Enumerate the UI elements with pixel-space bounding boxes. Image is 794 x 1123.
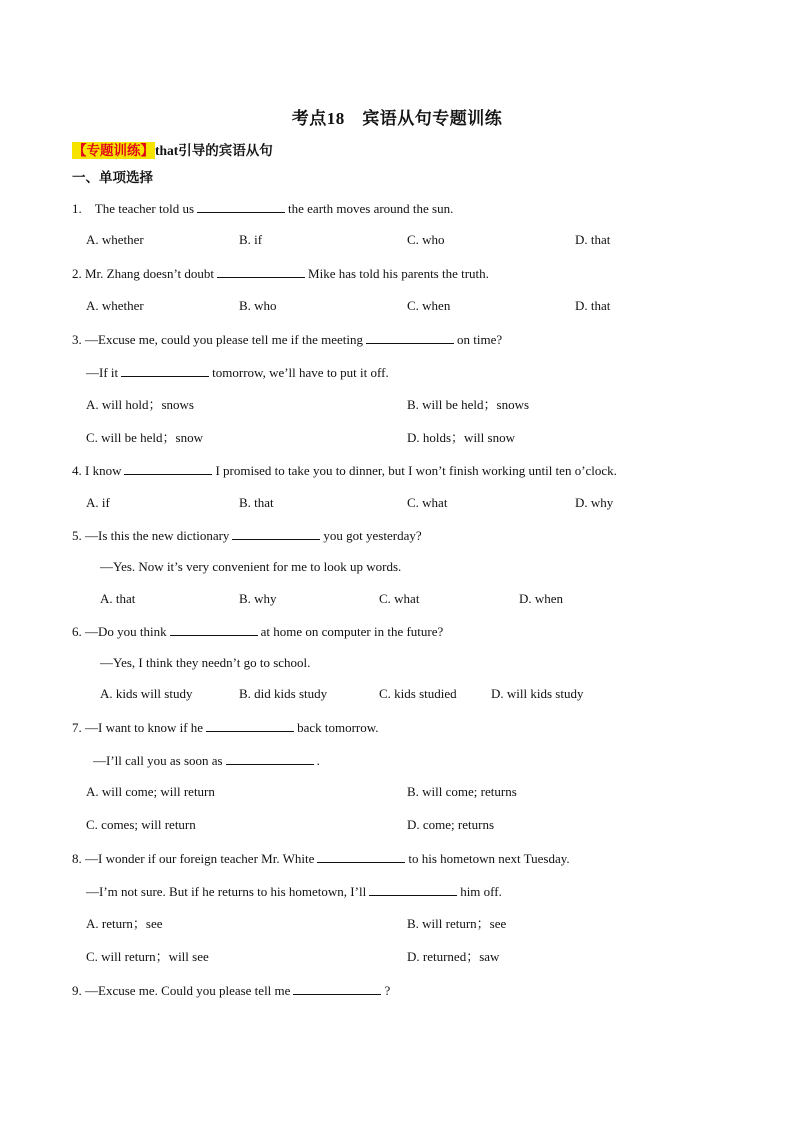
option-c: C. kids studied [379,686,457,701]
answer-blank [206,719,294,732]
answer-blank [317,850,405,863]
question-6-stem [72,623,443,640]
question-5-line2: —Yes. Now it’s very convenient for me to look up words. [100,559,402,574]
question-5-stem [72,527,422,544]
stem-text: —I’m not sure. But if he returns to his hometown, I’ll [86,884,367,899]
option-d: D. holds；will snow [407,430,515,445]
stem-text: . [316,753,320,768]
stem-text: 8. —I wonder if our foreign teacher Mr. White [72,851,315,866]
option-c: C. will be held；snow [86,430,203,445]
stem-text: —If it [86,365,119,380]
answer-blank [124,462,212,475]
stem-text: tomorrow, we’ll have to put it off. [212,365,389,380]
stem-text: 6. —Do you think [72,624,167,639]
answer-blank [366,331,454,344]
question-2-stem [72,265,489,282]
answer-blank [121,364,209,377]
stem-text: Mike has told his parents the truth. [308,266,489,281]
option-a: A. whether [86,232,144,247]
option-b: B. will return；see [407,916,507,931]
option-b: B. did kids study [239,686,328,701]
option-a: A. return；see [86,916,163,931]
question-7-stem [72,719,379,736]
option-d: D. come; returns [407,817,495,832]
stem-text: ? [384,983,391,998]
option-b: B. why [239,591,277,606]
stem-text: on time? [456,332,503,347]
question-8-stem [72,850,570,867]
page-title: 考点18 宾语从句专题训练 [291,109,503,128]
answer-blank [369,883,457,896]
option-b: B. who [239,298,277,313]
option-b: B. will come; returns [407,784,517,799]
answer-blank [170,623,258,636]
answer-blank [197,200,285,213]
option-d: D. that [575,298,611,313]
question-7-line2 [93,752,320,769]
option-d: D. returned；saw [407,949,500,964]
option-d: D. that [575,232,611,247]
option-d: D. will kids study [491,686,584,701]
stem-text: 3. —Excuse me, could you please tell me if the meeting [72,332,363,347]
question-9-stem [72,982,390,999]
option-c: C. comes; will return [86,817,196,832]
stem-text: —I’ll call you as soon as [93,753,223,768]
stem-text: to his hometown next Tuesday. [408,851,570,866]
option-d: D. when [519,591,564,606]
stem-text: him off. [460,884,502,899]
stem-text: 9. —Excuse me. Could you please tell me [72,983,291,998]
option-b: B. will be held；snows [407,397,530,412]
answer-blank [217,265,305,278]
stem-text: at home on computer in the future? [260,624,444,639]
option-c: C. when [407,298,451,313]
stem-text: 5. —Is this the new dictionary [72,528,230,543]
option-d: D. why [575,495,614,510]
question-3-stem [72,331,502,348]
option-c: C. what [379,591,420,606]
question-4-stem [72,462,617,479]
answer-blank [293,982,381,995]
section-heading-text: that引导的宾语从句 [155,143,273,158]
option-c: C. will return；will see [86,949,209,964]
stem-text: 2. Mr. Zhang doesn’t doubt [72,266,215,281]
option-c: C. what [407,495,448,510]
option-a: A. will hold；snows [86,397,194,412]
option-a: A. whether [86,298,144,313]
option-a: A. will come; will return [86,784,215,799]
option-a: A. kids will study [100,686,193,701]
option-b: B. that [239,495,274,510]
stem-text: the earth moves around the sun. [288,201,454,216]
answer-blank [232,527,320,540]
section-tag: 【专题训练】 [73,143,154,158]
option-a: A. if [86,495,110,510]
answer-blank [226,752,314,765]
stem-text: you got yesterday? [323,528,422,543]
question-8-line2 [86,883,502,900]
stem-text: 4. I know [72,463,122,478]
section-heading [72,139,273,159]
stem-text: 7. —I want to know if he [72,720,204,735]
question-6-line2: —Yes, I think they needn’t go to school. [100,655,311,670]
question-1-stem [72,200,453,217]
option-c: C. who [407,232,445,247]
part-title: 一、单项选择 [72,170,153,185]
stem-text: 1. The teacher told us [72,201,195,216]
stem-text: I promised to take you to dinner, but I won’t finish working until ten o’clock. [215,463,617,478]
stem-text: back tomorrow. [297,720,379,735]
question-3-line2 [86,364,389,381]
option-a: A. that [100,591,136,606]
option-b: B. if [239,232,263,247]
